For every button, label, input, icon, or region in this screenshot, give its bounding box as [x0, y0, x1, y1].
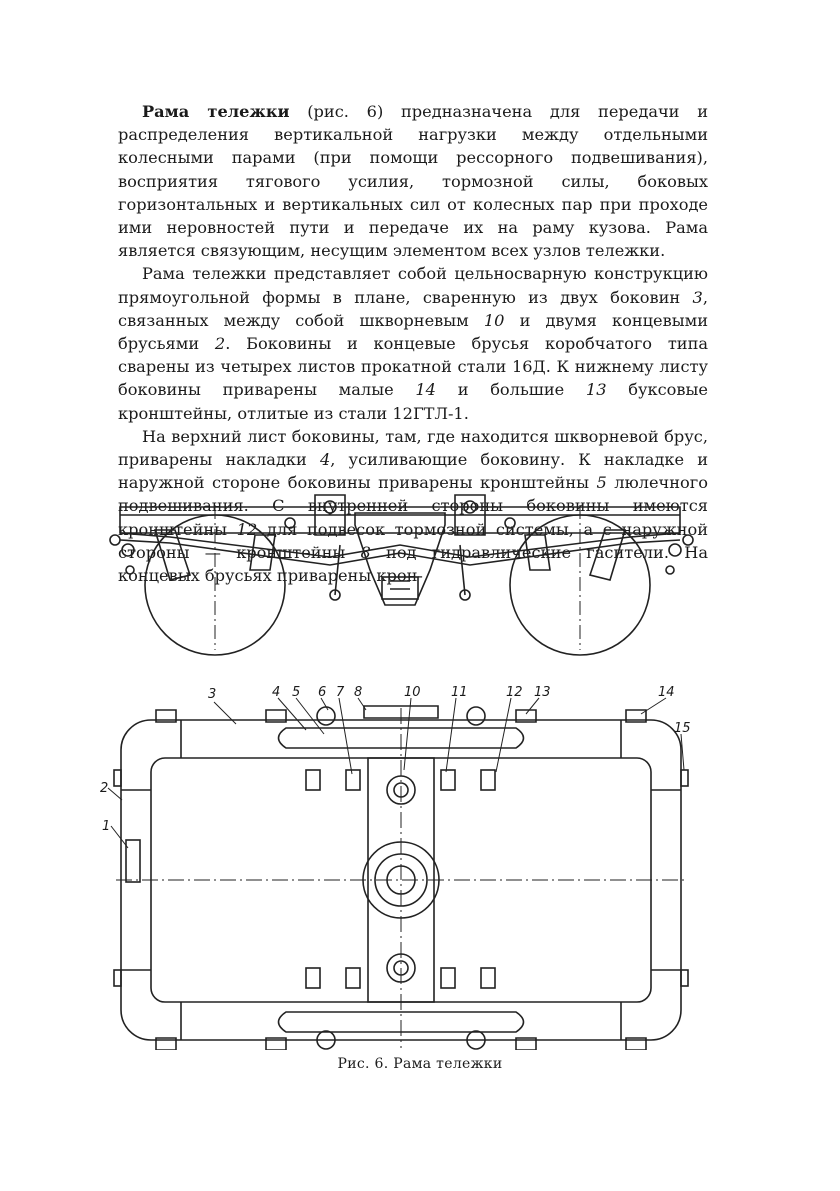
term-bold: Рама тележки: [142, 102, 290, 121]
callout-2: 2: [100, 781, 109, 796]
callout-7: 7: [336, 685, 345, 700]
callout-15: 15: [674, 721, 691, 736]
bogie-plan-view-drawing: [96, 680, 706, 1050]
figure-caption: Рис. 6. Рама тележки: [337, 1056, 503, 1072]
callout-12: 12: [506, 685, 523, 700]
callout-4: 4: [272, 685, 281, 700]
paragraph-1: Рама тележки (рис. 6) предназначена для передачи и распределения вертикальной нагрузки между отдельными колесными парами (при помощи рессорного подвешивания), восприятия тягового усилия, тормозной силы, боковых горизонтальных и вертикальных сил от колесных пар при проходе ими неровностей пути и передаче их на раму кузова. Рама является связующим, несущим элементом всех узлов тележки.: [118, 102, 708, 261]
paragraph-2: Рама тележки представляет собой цельносварную конструкцию прямоугольной формы в плане, сваренную из двух боковин 3, связанных между собой шкворневым 10 и двумя концевыми брусьями 2. Боковины и концевые брусья коробчатого типа сварены из четырех листов прокатной стали 16Д. К нижнему листу боковины приварены малые 14 и большие 13 буксовые кронштейны, отлитые из стали 12ГТЛ-1.: [118, 264, 709, 423]
callout-11: 11: [451, 685, 468, 700]
paragraph-3: На верхний лист боковины, там, где находится шкворневой брус, приварены накладки 4, усиливающие боковину. К накладке и наружной стороне боковины приварены кронштейны 5 люлечного подвешивания. С внутренней стороны боковины имеются кронштейны 12 для подвесок тормозной системы, а с наружной стороны — кронштейны 8 под гидравлические гасители. На концевых брусьях приварены крон-: [118, 426, 708, 586]
figure-callout-labels: [100, 685, 691, 834]
callout-14: 14: [658, 685, 675, 700]
callout-13: 13: [534, 685, 551, 700]
callout-6: 6: [318, 685, 327, 700]
callout-3: 3: [208, 687, 217, 702]
callout-8: 8: [354, 685, 363, 700]
callout-1: 1: [102, 819, 111, 834]
callout-10: 10: [404, 685, 421, 700]
bogie-side-view-drawing: [100, 485, 700, 685]
callout-5: 5: [292, 685, 301, 700]
